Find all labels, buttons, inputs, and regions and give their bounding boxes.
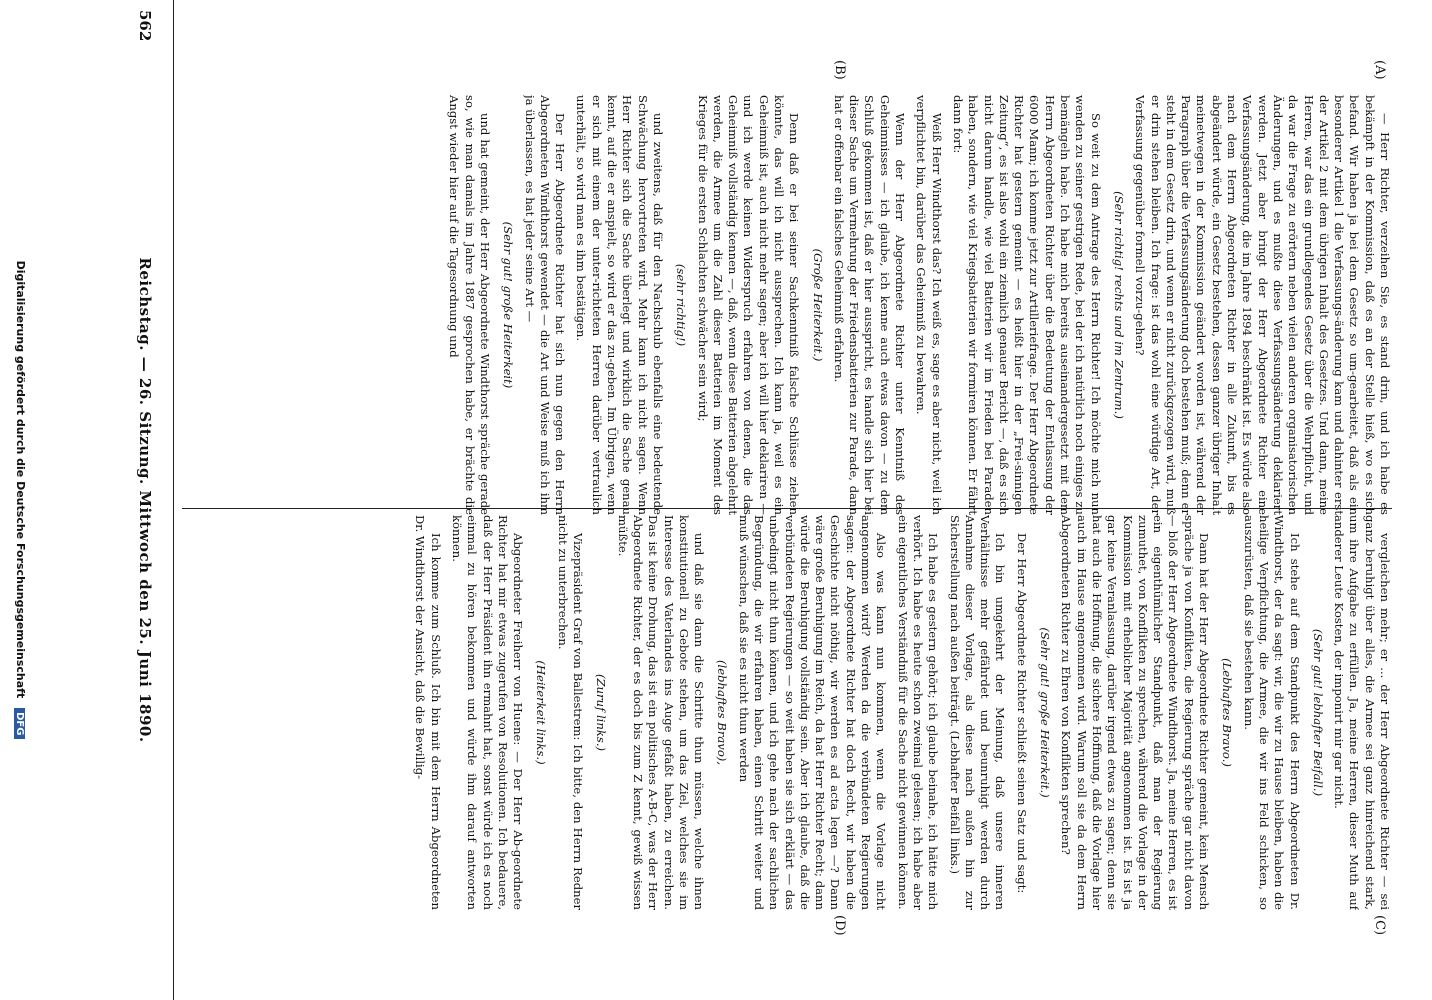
margin-mark-c: (C) bbox=[1372, 915, 1387, 936]
paragraph: Ich habe es gestern gehört; ich glaube beinahe, ich hätte mich verhört. Ich habe es heute schon zweimal gelesen; ich habe aber ein eigentliches Verständniß für die Sache nicht gewinnen können. bbox=[895, 515, 941, 910]
page-number: 562 bbox=[136, 10, 154, 42]
running-title: Reichstag. — 26. Sitzung. Mittwoch den 25. Juni 1890. bbox=[136, 257, 154, 743]
quotation: Weiß Herr Windthorst das? Ich weiß es, sage es aber nicht, weil ich verpflichtet bin, darüber das Geheimniß zu bewahren. bbox=[914, 95, 944, 515]
paragraph: Der Herr Abgeordnete Richter schließt seinen Satz und sagt: bbox=[1014, 533, 1029, 894]
margin-mark-a: (A) bbox=[1372, 60, 1387, 80]
page-header bbox=[122, 0, 162, 1000]
reaction: (Sehr richtig! rechts und im Zentrum.) bbox=[1111, 191, 1126, 419]
margin-mark-b: (B) bbox=[832, 60, 847, 80]
header-rule bbox=[173, 0, 174, 1000]
paragraph: So weit zu dem Antrage des Herrn Richter! Ich möchte mich nun wenden zu seiner gestrigen Rede, bei der ich natürlich noch einiges zu bemängeln habe. Ich habe mich bereits auseinandergesetzt mit dem Herrn Abgeordneten Richter über die Bedeutung der Entlassung der 6000 Mann; ich komme jetzt zur Artilleriefrage. Der Herr Abgeordnete Richter hat gestern gemeint — es heißt hier in der „Frei-sinnigen Zeitung“, es ist also wohl ein ziemlich genauer Bericht —, daß es sich nicht darum handle, wie viel Batterien wir im Frieden bei Paraden haben, sondern, wie viel Kriegsbatterien wir formiren können. Er fährt dann fort: bbox=[950, 95, 1103, 515]
quotation: Ich bin umgekehrt der Meinung, daß unsere inneren Verhältnisse mehr gefährdet und beunruhigt werden durch Annahme dieser Vorlage, als diese nach außen hin zur Sicherstellung nach außen beiträgt. (Lebhafter Beifall links.) bbox=[947, 515, 1008, 910]
reaction: (Sehr gut! lebhafter Beifall.) bbox=[1310, 628, 1325, 797]
paragraph: vergleichen mehr; er ... der Herr Abgeordnete Richter — sei ganz beruhigt über alles, die Armee sei ganz hinreichend stark, um ihre Aufgabe zu erfüllen. Ja, meine Herren, dieser Muth auf anderer Leute Kosten, der imponirt mir gar nicht. bbox=[1332, 515, 1392, 910]
paragraph: und daß sie dann die Schritte thun müssen, welche ihnen konstitutionell zu Gebote stehen, um das Ziel, welches sie im Interesse des Vaterlandes ins Auge gefaßt haben, zu erreichen. Das ist keine Drohung, das ist ein politisches A-B-C, was der Herr Abgeordnete Richter, der es doch bis zum Z kennt, gewiß wissen müßte. bbox=[615, 515, 707, 910]
reaction: (Sehr gut! große Heiterkeit) bbox=[501, 221, 516, 389]
paragraph: Ich stehe auf dem Standpunkt des Herrn Abgeordneten Dr. Windthorst, der da sagt: wir, die wir zu Hause bleiben, haben die heilige Verpflichtung, die Armee, die wir ins Feld schicken, so auszurüsten, daß sie bestehen kann. bbox=[1241, 515, 1302, 910]
reaction: (Sehr gut! große Heiterkeit.) bbox=[1038, 627, 1053, 798]
reaction: (lebhaftes Bravo), bbox=[715, 659, 730, 766]
right-column bbox=[182, 515, 1392, 910]
paragraph: Vizepräsident Graf von Ballestrem: Ich bitte, den Herrn Redner nicht zu unterbrechen. bbox=[555, 515, 586, 910]
paragraph: Denn daß er bei seiner Sachkenntniß falsche Schlüsse ziehen könnte, das will ich nicht aussprechen. Ich kann ja, weil es ein Geheimniß ist, auch nicht mehr sagen; aber ich will hier deklariren — und ich werde keinen Widerspruch erfahren von denen, die das Geheimniß vollständig kennen —, daß, wenn diese Batterien abgelehnt werden, die Armee um die Zahl dieser Batterien im Moment des Krieges für die ersten Schlachten schwächer sein wird; bbox=[695, 95, 802, 515]
reaction: (Große Heiterkeit.) bbox=[810, 248, 825, 362]
reaction: (Heiterkeit links.) bbox=[534, 660, 549, 765]
paragraph: Abgeordneter Freiherr von Huene: — Der Herr Ab-geordnete Richter hat mir etwas zugerufen von Resolutionen. Ich bedauere, daß der Herr Präsident ihn ermahnt hat, sonst würde ich es noch einmal zu hören bekommen und würde ihm darauf antworten können. bbox=[449, 515, 526, 910]
column-divider bbox=[182, 508, 1392, 509]
reaction: (Zuruf links.) bbox=[594, 673, 609, 752]
paragraph: Wenn der Herr Abgeordnete Richter unter Kenntniß des Geheimnisses — ich glaube, ich kenne auch etwas davon — zu dem Schluß gekommen ist, daß er hier ausspricht, es handle sich hier bei dieser Sache um Vermehrung der Friedensbatterien zur Parade, dann hat er offenbar ein falsches Geheimniß erfahren. bbox=[831, 95, 908, 515]
left-column bbox=[182, 95, 1392, 515]
paragraph: und zweitens, daß für den Nachschub ebenfalls eine bedeutende Schwächung hervortreten wird. Mehr kann ich nicht sagen. Wenn Herr Richter sich die Sache überlegt und wirklich die Sache genau kennt, auf die er anspielt, so wird er das zu-geben. Im Übrigen, wenn er sich mit einem der unter-richteten Herren darüber vertraulich unterhält, so wird man es ihm bestätigen. bbox=[574, 95, 665, 515]
reaction: (sehr richtig!) bbox=[674, 263, 689, 347]
paragraph: Dann hat der Herr Abgeordnete Richter gemeint, kein Mensch spräche ja von Konflikten, die Regierung spräche gar nicht davon — bloß der Herr Abgeordnete Windthorst. Ja, meine Herren, es ist ein eigenthümlicher Standpunkt, daß man der Regierung zumuthet, von Konflikten zu sprechen, während die Vorlage in der Kommission mit erheblicher Majorität angenommen ist. Es ist ja gar keine Veranlassung, darüber irgend etwas zu sagen; denn sie hat auch die Hoffnung, die sichere Hoffnung, daß die Vorlage hier auch im Hause angenommen wird. Warum soll sie da dem Herrn Abgeordneten Richter zu Ehren von Konflikten sprechen? bbox=[1059, 515, 1212, 910]
margin-mark-d: (D) bbox=[832, 915, 847, 936]
paragraph: Ich komme zum Schluß. Ich bin mit dem Herrn Abgeordneten Dr. Windthorst der Ansicht, daß die Bewillig- bbox=[413, 515, 443, 910]
paragraph: — Herr Richter, verzeihen Sie, es stand drin, und ich habe es bekämpft in der Kommission, daß es an der Stelle hieß, wo es sich befand. Wir haben ja bei dem Gesetz so um-gearbeitet, daß als ein besonderer Artikel 1 die Verfassungs-änderung kam und dahinter erst der Artikel 2 mit dem übrigen Inhalt des Gesetzes. Und dann, meine Herren, war das ein grundlegendes Gesetz über die Wehrpflicht, und da war die Frage zu erörtern neben vielen anderen organisatorischen Änderungen, und es mußte diese Verfassungsänderung deklariert werden. Jetzt aber bringt der Herr Abgeordnete Richter eine Verfassungsänderung, die im Jahre 1894 beschränkt ist. Es würde also nach dem Herrn Abgeordneten Richter in alle Zukunft, bis es abgeändert würde, ein Gesetz bestehen, dessen ganzer übriger Inhalt meinetwegen in der Kommission geändert worden ist, während der Paragraph über die Verfassungsänderung doch bestehen muß; denn er steht in dem Gesetz drin, und wenn er nicht zurückgezogen wird, muß er drin stehen bleiben. Ich frage: ist das wohl eine würdige Art, der Verfassung gegenüber formell vorzu-gehen? bbox=[1133, 95, 1392, 515]
paragraph: Der Herr Abgeordnete Richter hat sich nun gegen den Herrn Abgeordneten Windthorst gewendet — die Art und Weise muß ich ihm ja überlassen, es hat jeder seine Art — bbox=[522, 95, 568, 515]
dfg-logo: DFG bbox=[14, 708, 25, 739]
paragraph: Also was kann nun kommen, wenn die Vorlage nicht angenommen wird? Werden da die verbündeten Regierungen sagen: der Abgeordnete Richter hat doch Recht, wir haben die Geschichte nicht nöthig, wir werden es ad acta legen —? Dann wäre große Beruhigung im Reich, da hat Herr Richter Recht; dann würde die Beruhigung vollständig sein. Aber ich glaube, daß die verbündeten Regierungen — so weit haben sie sich erklärt — das unbedingt nicht thun können, und ich gehe nach der sachlichen Begründung, die wir erfahren haben, einen Schritt weiter und muß wünschen, daß sie es nicht thun werden bbox=[736, 515, 889, 910]
digitization-credit bbox=[14, 0, 27, 1000]
reaction: (Lebhaftes Bravo.) bbox=[1220, 658, 1235, 767]
credit-text: Digitalisierung gefördert durch die Deutsche Forschungsgemeinschaft bbox=[14, 260, 27, 699]
paragraph: und hat gemeint, der Herr Abgeordnete Windthorst spräche gerade so, wie man damals im Jahre 1887 gesprochen habe, er brächte die Angst wieder hier auf die Tagesordnung und bbox=[447, 95, 492, 515]
